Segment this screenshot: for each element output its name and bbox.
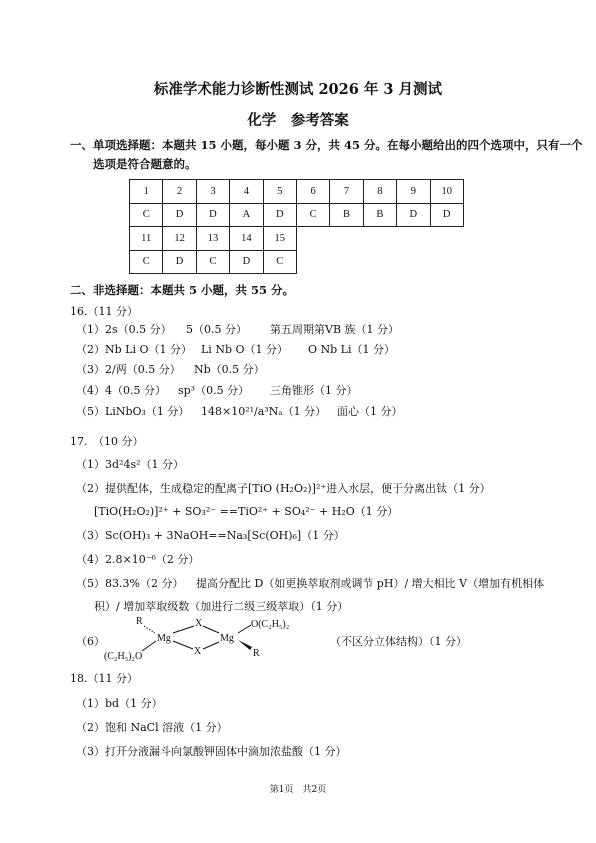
table-cell: C: [130, 250, 163, 274]
table-cell: D: [230, 250, 263, 274]
table-cell: C: [130, 203, 163, 227]
table-cell: 4: [230, 180, 263, 204]
answer-table-row-numbers: [130, 180, 464, 204]
q16-line5-a: （5）LiNbO₃（1 分）: [76, 405, 190, 418]
table-empty-cell: [363, 250, 396, 274]
page-subtitle: 化学 参考答案: [247, 112, 349, 129]
answer-table-row-numbers: [130, 227, 464, 251]
q16-line4-c: 三角锥形（1 分）: [270, 384, 358, 397]
mol-mg-right: Mg: [220, 633, 234, 644]
page-footer: 第1页 共2页: [269, 785, 327, 795]
mol-mg-left: Mg: [157, 633, 171, 644]
mol-bond: [238, 625, 251, 633]
table-cell: D: [163, 250, 196, 274]
section2-heading: 二、非选择题：本题共 5 小题，共 55 分。: [70, 283, 295, 297]
q17-line2-equation: [TiO(H₂O₂)]²⁺ + SO₃²⁻ ==TiO²⁺ + SO₄²⁻ + H₂O（1 分）: [94, 505, 399, 518]
q16-line3-a: （3）2/两（0.5 分）: [76, 363, 181, 376]
q16-line1-b: 5（0.5 分）: [186, 323, 247, 336]
mol-x-bottom: X: [194, 646, 202, 657]
mol-r-bottom: R: [253, 648, 260, 659]
table-cell: B: [363, 203, 396, 227]
table-cell: 6: [296, 180, 329, 204]
mol-bond: [173, 626, 194, 633]
q18-heading: 18.（11 分）: [70, 672, 138, 685]
q16-line3-b: Nb（0.5 分）: [194, 363, 265, 376]
table-empty-cell: [296, 250, 329, 274]
table-cell: 13: [196, 227, 229, 251]
table-cell: D: [196, 203, 229, 227]
table-cell: D: [263, 203, 296, 227]
section1-instruction-line2: 选项是符合题意的。: [93, 157, 197, 171]
q16-line2-a: （2）Nb Li O（1 分）: [76, 343, 192, 356]
mol-r-top: R: [136, 616, 143, 627]
q17-heading: 17. （10 分）: [70, 435, 144, 448]
mol-ether-left: (C₂H₅)₂O: [104, 651, 143, 662]
q16-line4-b: sp³（0.5 分）: [178, 384, 250, 397]
table-cell: 15: [263, 227, 296, 251]
table-cell: D: [163, 203, 196, 227]
table-cell: 9: [397, 180, 430, 204]
table-cell: D: [430, 203, 463, 227]
table-empty-cell: [430, 227, 463, 251]
table-cell: 3: [196, 180, 229, 204]
table-empty-cell: [430, 250, 463, 274]
answer-table-row-answers: [130, 250, 464, 274]
q16-line1-c: 第五周期第VB 族（1 分）: [270, 323, 400, 336]
table-cell: C: [196, 250, 229, 274]
table-empty-cell: [330, 227, 363, 251]
table-cell: 14: [230, 227, 263, 251]
q17-line2: （2）提供配体，生成稳定的配离子[TiO (H₂O₂)]²⁺进入水层，便于分离出钛（1 分）: [76, 482, 491, 495]
q18-line3: （3）打开分液漏斗向氯酸钾固体中滴加浓盐酸（1 分）: [76, 745, 347, 758]
section1-instruction-line1: 一、单项选择题：本题共 15 小题，每小题 3 分，共 45 分。在每小题给出的四个选项中，只有一个: [70, 138, 583, 152]
table-cell: 10: [430, 180, 463, 204]
q17-line5-b: 提高分配比 D（如更换萃取剂或调节 pH）/ 增大相比 V（增加有机相体: [196, 577, 545, 590]
mol-bond: [173, 641, 193, 649]
q17-line6-note: （不区分立体结构）（1 分）: [330, 635, 467, 648]
table-cell: D: [397, 203, 430, 227]
table-cell: C: [263, 250, 296, 274]
mol-bond: [142, 641, 156, 651]
answer-table-row-answers: [130, 203, 464, 227]
q16-line4-a: （4）4（0.5 分）: [76, 384, 166, 397]
q18-line1: （1）bd（1 分）: [76, 697, 163, 710]
q16-line2-c: O Nb Li（1 分）: [308, 343, 395, 356]
grignard-dimer-structure: [104, 613, 304, 665]
table-cell: 1: [130, 180, 163, 204]
q16-heading: 16.（11 分）: [70, 305, 138, 318]
table-cell: A: [230, 203, 263, 227]
table-cell: 2: [163, 180, 196, 204]
q17-line6-prefix: （6）: [76, 635, 105, 648]
page-title: 标准学术能力诊断性测试 2026 年 3 月测试: [153, 81, 443, 98]
q17-line4: （4）2.8×10⁻⁶（2 分）: [76, 553, 200, 566]
mol-bond-hashed: [144, 626, 155, 633]
q18-line2: （2）饱和 NaCl 溶液（1 分）: [76, 721, 228, 734]
mol-bond-wedge: [238, 640, 252, 650]
q16-line1-a: （1）2s（0.5 分）: [76, 323, 172, 336]
mol-bond: [203, 626, 219, 633]
table-cell: 11: [130, 227, 163, 251]
table-cell: 12: [163, 227, 196, 251]
table-cell: 5: [263, 180, 296, 204]
table-cell: 7: [330, 180, 363, 204]
mol-bond: [203, 642, 219, 649]
q16-line5-b: 148×10²¹/a³Nₐ（1 分）: [201, 405, 327, 418]
q17-line3: （3）Sc(OH)₃ + 3NaOH==Na₃[Sc(OH)₆]（1 分）: [76, 529, 345, 542]
mol-x-top: X: [195, 618, 203, 629]
q17-line5-a: （5）83.3%（2 分）: [76, 577, 184, 590]
q17-line5-c: 积）/ 增加萃取级数（加进行二级三级萃取）（1 分）: [94, 600, 349, 613]
table-empty-cell: [330, 250, 363, 274]
q16-line2-b: Li Nb O（1 分）: [201, 343, 288, 356]
q17-line1: （1）3d²4s²（1 分）: [76, 458, 184, 471]
table-empty-cell: [397, 227, 430, 251]
table-empty-cell: [397, 250, 430, 274]
table-cell: 8: [363, 180, 396, 204]
q16-line5-c: 面心（1 分）: [337, 405, 403, 418]
answer-table: [129, 179, 464, 274]
mol-ether-right: O(C₂H₅)₂: [251, 619, 290, 630]
table-empty-cell: [363, 227, 396, 251]
table-cell: C: [296, 203, 329, 227]
table-cell: B: [330, 203, 363, 227]
table-empty-cell: [296, 227, 329, 251]
